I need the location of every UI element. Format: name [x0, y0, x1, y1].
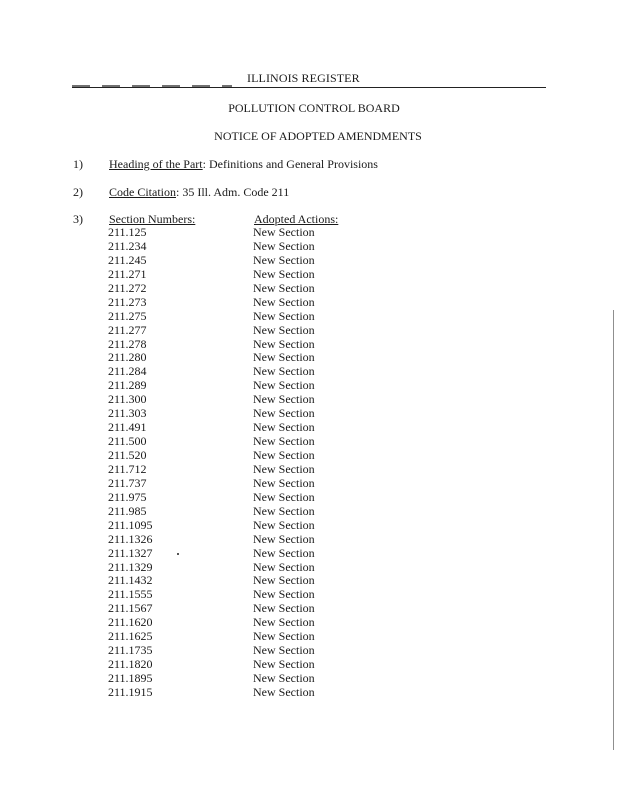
- section-number: 211.125: [108, 225, 147, 239]
- section-number: 211.1326: [108, 531, 153, 546]
- adopted-action: New Section: [253, 503, 315, 518]
- section-number: 211.284: [108, 364, 147, 379]
- section-number: 211.303: [108, 406, 147, 421]
- section-number: 211.1625: [108, 629, 153, 644]
- section-number: 211.245: [108, 252, 147, 267]
- section-number: 211.300: [108, 392, 147, 407]
- section-number: 211.1620: [108, 615, 153, 630]
- adopted-action: New Section: [253, 531, 315, 546]
- section-number: 211.491: [108, 420, 147, 435]
- adopted-action: New Section: [253, 559, 315, 574]
- adopted-action: New Section: [253, 461, 315, 476]
- section-number: 211.712: [108, 461, 147, 476]
- section-number: 211.520: [108, 448, 147, 462]
- adopted-action: New Section: [253, 308, 315, 323]
- adopted-action: New Section: [253, 573, 315, 588]
- scan-artifact-dot: [177, 553, 179, 555]
- section-number: 211.1895: [108, 671, 153, 685]
- item-number: 1): [73, 157, 83, 171]
- adopted-action: New Section: [253, 517, 315, 532]
- adopted-action: New Section: [253, 225, 315, 239]
- adopted-action: New Section: [253, 294, 315, 309]
- adopted-action: New Section: [253, 336, 315, 351]
- section-number: 211.273: [108, 294, 147, 309]
- section-number: 211.1327: [108, 545, 153, 560]
- section-number: 211.1555: [108, 587, 153, 602]
- section-number: 211.1432: [108, 573, 153, 588]
- section-number: 211.1567: [108, 601, 153, 616]
- item-number: 3): [73, 212, 83, 226]
- item-number: 2): [73, 185, 83, 199]
- adopted-action: New Section: [253, 643, 315, 658]
- item-value: : 35 Ill. Adm. Code 211: [176, 185, 290, 199]
- column-header-section-numbers: Section Numbers:: [109, 212, 196, 226]
- item-body: [109, 157, 378, 172]
- adopted-action: New Section: [253, 378, 315, 393]
- section-number: 211.277: [108, 322, 147, 337]
- section-number: 211.737: [108, 475, 147, 490]
- adopted-action: New Section: [253, 420, 315, 435]
- section-number: 211.271: [108, 266, 147, 281]
- adopted-action: New Section: [253, 392, 315, 407]
- register-title: ILLINOIS REGISTER: [247, 71, 360, 85]
- section-number: 211.272: [108, 280, 147, 295]
- adopted-action: New Section: [253, 475, 315, 490]
- item-label: Code Citation: [109, 185, 176, 199]
- item-label: Heading of the Part: [109, 157, 203, 171]
- adopted-action: New Section: [253, 434, 315, 449]
- adopted-action: New Section: [253, 280, 315, 295]
- adopted-action: New Section: [253, 238, 315, 253]
- section-number: 211.1095: [108, 517, 153, 532]
- section-number: 211.280: [108, 350, 147, 365]
- section-number: 211.500: [108, 434, 147, 449]
- notice-title: NOTICE OF ADOPTED AMENDMENTS: [214, 129, 422, 143]
- adopted-action: New Section: [253, 587, 315, 602]
- adopted-action: New Section: [253, 615, 315, 630]
- section-number: 211.1915: [108, 684, 153, 699]
- section-number: 211.1735: [108, 643, 153, 658]
- adopted-action: New Section: [253, 671, 315, 685]
- section-number: 211.1329: [108, 559, 153, 574]
- item-body: [109, 185, 289, 200]
- adopted-action: New Section: [253, 350, 315, 365]
- adopted-action: New Section: [253, 657, 315, 672]
- section-number: 211.975: [108, 489, 147, 504]
- section-number: 211.275: [108, 308, 147, 323]
- adopted-action: New Section: [253, 406, 315, 421]
- section-number: 211.278: [108, 336, 147, 351]
- adopted-action: New Section: [253, 601, 315, 616]
- adopted-action: New Section: [253, 489, 315, 504]
- header-rule: [72, 87, 546, 88]
- agency-name: POLLUTION CONTROL BOARD: [228, 101, 400, 115]
- item-value: : Definitions and General Provisions: [202, 157, 378, 171]
- adopted-action: New Section: [253, 266, 315, 281]
- adopted-action: New Section: [253, 322, 315, 337]
- adopted-action: New Section: [253, 684, 315, 699]
- section-number: 211.234: [108, 238, 147, 253]
- section-number: 211.985: [108, 503, 147, 518]
- adopted-action: New Section: [253, 252, 315, 267]
- adopted-action: New Section: [253, 629, 315, 644]
- adopted-action: New Section: [253, 545, 315, 560]
- column-header-adopted-actions: Adopted Actions:: [254, 212, 339, 226]
- adopted-action: New Section: [253, 364, 315, 379]
- section-number: 211.1820: [108, 657, 153, 672]
- section-number: 211.289: [108, 378, 147, 393]
- adopted-action: New Section: [253, 448, 315, 462]
- scan-artifact-edge: [613, 310, 614, 750]
